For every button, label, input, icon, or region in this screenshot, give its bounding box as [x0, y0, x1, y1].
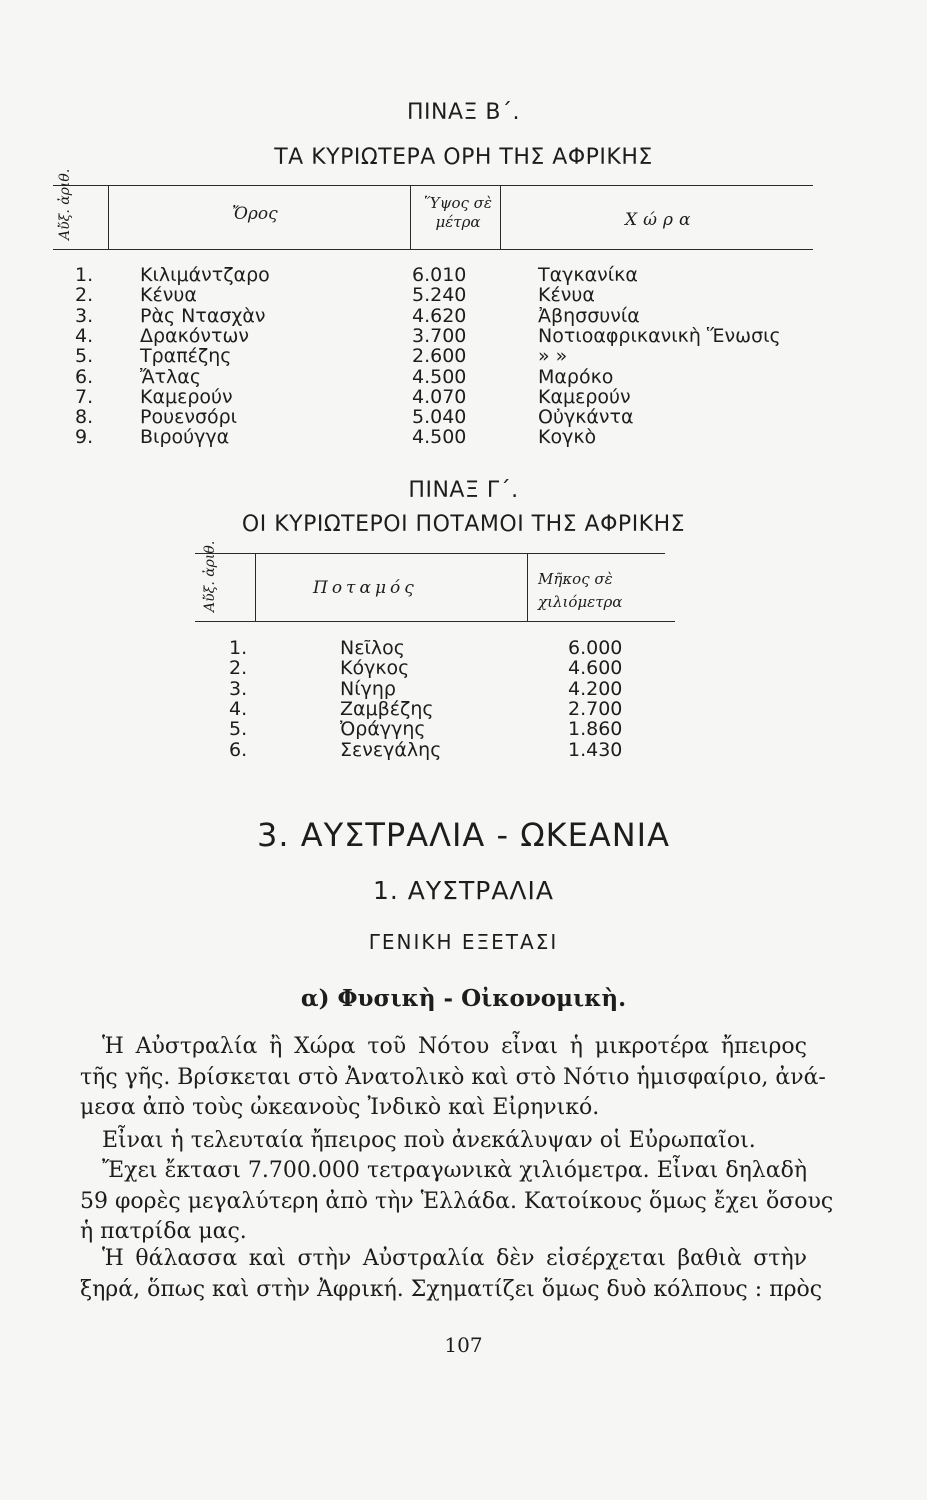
table-c-title: ΟΙ ΚΥΡΙΩΤΕΡΟΙ ΠΟΤΑΜΟΙ ΤΗΣ ΑΦΡΙΚΗΣ: [241, 512, 686, 537]
table-b-number: 6.: [75, 365, 94, 388]
general-heading: ΓΕΝΙΚΗ ΕΞΕΤΑΣΙ: [368, 930, 559, 954]
table-c-number: 1.: [229, 637, 248, 659]
table-b-mountain: Κιλιμάντζαρο: [140, 264, 270, 286]
table-c-length: 4.200: [568, 677, 623, 700]
table-b-height: 4.620: [412, 304, 467, 327]
table-b-height: 5.240: [412, 284, 467, 307]
table-b-number: 5.: [75, 345, 94, 368]
table-b-country: Οὐγκάντα: [538, 406, 634, 429]
table-b-header-number: Αὔξ. ἀριθ.: [57, 168, 73, 240]
table-c-header-number: Αὔξ. ἀριθ.: [202, 540, 218, 612]
table-c-number: 4.: [229, 697, 248, 720]
table-c-length: 1.860: [568, 718, 623, 741]
table-c-length: 2.700: [568, 697, 623, 720]
table-b-divider-2: [410, 185, 411, 249]
section-subtitle: 1. ΑΥΣΤΡΑΛΙΑ: [373, 876, 554, 905]
paragraph-line: Ἔχει ἔκτασι 7.700.000 τετραγωνικὰ χιλιόμετρα. Εἶναι δηλαδὴ: [102, 1158, 807, 1183]
paragraph-4: [80, 1244, 823, 1305]
table-b-country: Κένυα: [538, 284, 595, 307]
table-b-country: Κογκὸ: [538, 426, 597, 449]
table-b-country: Ἀβησσυνία: [538, 304, 640, 327]
table-c-header-length: Μῆκος σὲ χιλιόμετρα: [538, 570, 623, 611]
table-c-divider-2: [527, 553, 528, 621]
table-c-river: Ζαμβέζης: [340, 697, 434, 720]
table-c-river: Νίγηρ: [340, 677, 396, 700]
table-b-mountain: Τραπέζης: [140, 345, 232, 368]
table-c-header-river: Ποταμός: [313, 578, 418, 598]
table-b-header-rule: [53, 249, 813, 250]
table-b-number: 8.: [75, 406, 94, 429]
table-c-header-rule: [195, 621, 675, 622]
table-b-height: 3.700: [412, 324, 467, 347]
table-c-length: 6.000: [568, 637, 623, 659]
table-b-mountain: Κένυα: [140, 284, 197, 307]
table-b-country: Μαρόκο: [538, 365, 614, 388]
table-b-mountain: Καμερούν: [140, 385, 233, 408]
table-b-label: ΠΙΝΑΞ Β΄.: [406, 100, 521, 125]
table-b-number: 2.: [75, 284, 94, 307]
table-c-number: 3.: [229, 677, 248, 700]
table-c-number: 2.: [229, 657, 248, 680]
paragraph-line: Ἡ Αὐστραλία ἢ Χώρα τοῦ Νότου εἶναι ἡ μικροτέρα ἤπειρος: [102, 1034, 807, 1059]
table-c-river: Ὀράγγης: [340, 718, 426, 741]
table-c-river: Σενεγάλης: [340, 738, 442, 761]
table-c-length: 4.600: [568, 657, 623, 680]
table-b-mountain: Βιρούγγα: [140, 426, 230, 449]
table-b-divider-3: [500, 185, 501, 249]
table-b-header-height: Ὕψος σὲ μέτρα: [424, 194, 492, 231]
table-b-height: 2.600: [412, 345, 467, 368]
paragraph-line: ἡ πατρίδα μας.: [80, 1219, 247, 1244]
page-number: 107: [444, 1333, 483, 1357]
paragraph-line: Εἶναι ἡ τελευταία ἤπειρος ποὺ ἀνεκάλυψαν οἱ Εὐρωπαῖοι.: [102, 1128, 756, 1153]
paragraph-line: Ἡ θάλασσα καὶ στὴν Αὐστραλία δὲν εἰσέρχεται βαθιὰ στὴν: [102, 1246, 807, 1271]
paragraph-line: μεσα ἀπὸ τοὺς ὠκεανοὺς Ἰνδικὸ καὶ Εἰρηνικό.: [80, 1095, 600, 1120]
table-b-country: Ταγκανίκα: [538, 264, 638, 286]
table-b-header-mountain: Ὄρος: [232, 204, 278, 224]
table-b-number: 9.: [75, 426, 94, 449]
section-title: 3. ΑΥΣΤΡΑΛΙΑ - ΩΚΕΑΝΙΑ: [256, 816, 670, 854]
table-c-number: 6.: [229, 738, 248, 761]
paragraph-line: ξηρά, ὅπως καὶ στὴν Ἀφρική. Σχηματίζει ὅμως δυὸ κόλπους : πρὸς: [80, 1276, 823, 1302]
table-c-river: Κόγκος: [340, 657, 410, 680]
table-b-mountain: Ρουενσόρι: [140, 406, 238, 429]
paragraph-2: [80, 1126, 807, 1157]
table-c-divider-1: [255, 553, 256, 621]
table-b-number: 3.: [75, 304, 94, 327]
table-b-divider-1: [108, 185, 109, 249]
table-b-number: 4.: [75, 324, 94, 347]
table-b-mountain: Ρὰς Ντασχὰν: [140, 304, 266, 327]
table-b-mountain: Ἄτλας: [140, 365, 201, 388]
table-b-height: 4.070: [412, 385, 467, 408]
table-c-top-rule: [195, 553, 665, 554]
table-b-country: Νοτιοαφρικανικὴ Ἕνωσις: [538, 324, 781, 347]
table-c-number: 5.: [229, 718, 248, 741]
table-b-country: Καμερούν: [538, 385, 631, 408]
paragraph-1: [80, 1032, 826, 1124]
paragraph-line: τῆς γῆς. Βρίσκεται στὸ Ἀνατολικὸ καὶ στὸ Νότιο ἡμισφαίριο, ἀνά-: [80, 1064, 826, 1090]
table-b-country: » »: [538, 345, 568, 368]
table-c-length: 1.430: [568, 738, 623, 761]
table-b-height: 4.500: [412, 365, 467, 388]
table-b-number: 7.: [75, 385, 94, 408]
physical-economic-heading: α) Φυσικὴ - Οἰκονομικὴ.: [300, 985, 627, 1012]
paragraph-line: 59 φορὲς μεγαλύτερη ἀπὸ τὴν Ἑλλάδα. Κατοίκους ὅμως ἔχει ὅσους: [80, 1188, 834, 1214]
table-b-number: 1.: [75, 264, 94, 286]
table-b-height: 4.500: [412, 426, 467, 449]
table-b-height: 6.010: [412, 264, 467, 286]
table-b-header-country: Χώρα: [625, 210, 697, 230]
table-b-title: ΤΑ ΚΥΡΙΩΤΕΡΑ ΟΡΗ ΤΗΣ ΑΦΡΙΚΗΣ: [274, 145, 653, 170]
table-c-river: Νεῖλος: [340, 637, 405, 659]
table-c-label: ΠΙΝΑΞ Γ΄.: [408, 478, 519, 503]
table-b-mountain: Δρακόντων: [140, 324, 249, 347]
table-b-top-rule: [53, 185, 813, 186]
paragraph-3: [80, 1156, 834, 1248]
table-b-height: 5.040: [412, 406, 467, 429]
